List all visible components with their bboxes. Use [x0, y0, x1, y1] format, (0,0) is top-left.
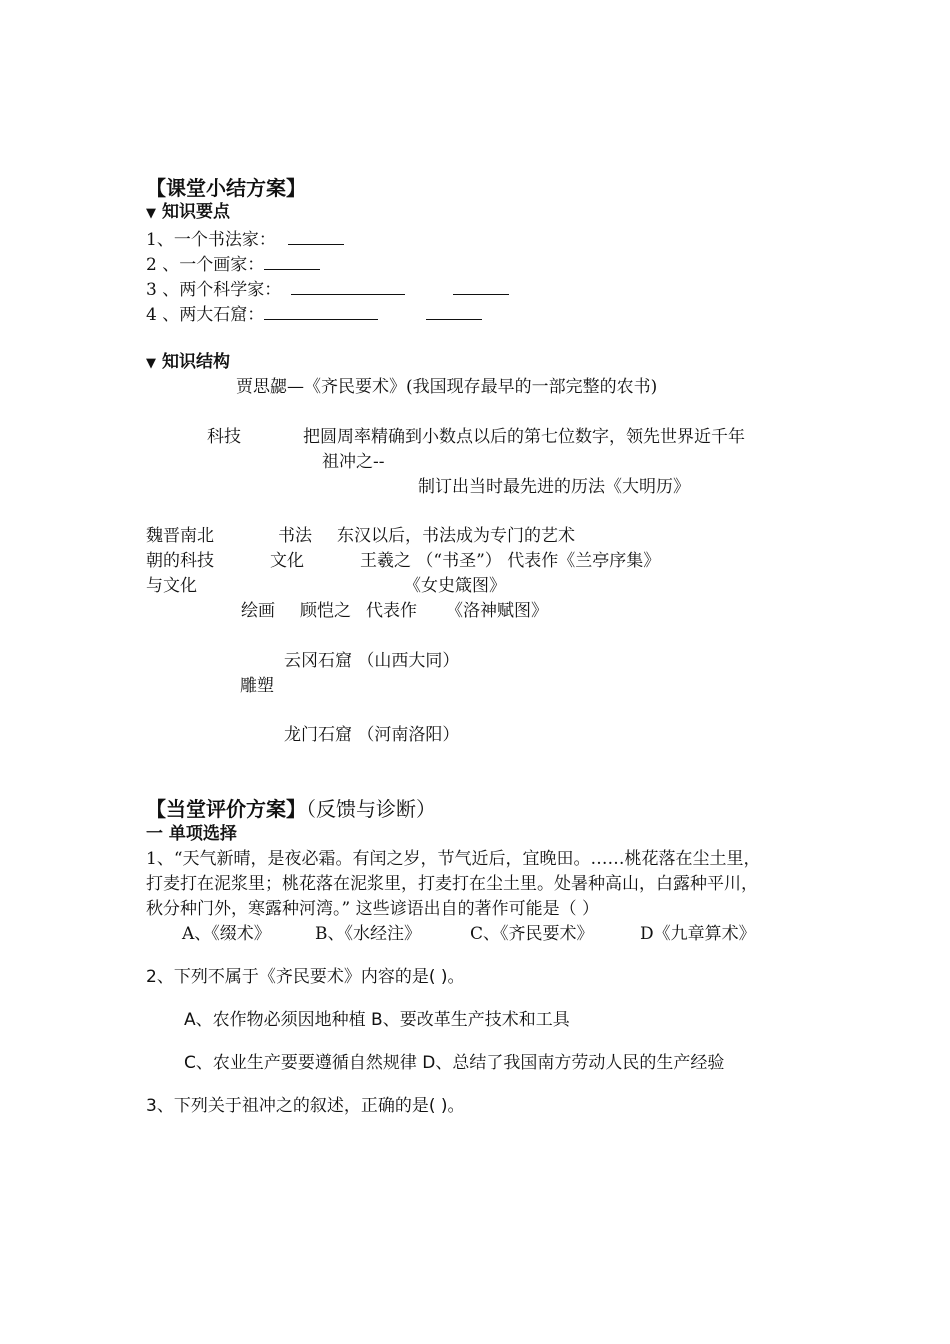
- q2-options-ab[interactable]: A、农作物必须因地种植 B、要改革生产技术和工具: [184, 1010, 570, 1030]
- question-2: 2、下列不属于《齐民要术》内容的是( )。: [146, 967, 465, 987]
- point-1-text: 1、一个书法家：: [146, 230, 276, 250]
- q2-options-cd[interactable]: C、农业生产要要遵循自然规律 D、总结了我国南方劳动人民的生产经验: [184, 1053, 725, 1073]
- answer-blank[interactable]: [453, 277, 509, 295]
- structure-longmen: 龙门石窟 （河南洛阳）: [284, 725, 460, 745]
- point-3: [146, 277, 509, 301]
- triangle-down-icon: ▼: [146, 356, 156, 371]
- structure-luoshen: 《洛神赋图》: [446, 601, 548, 621]
- structure-huihua: 绘画: [241, 601, 275, 621]
- point-1: [146, 227, 344, 251]
- evaluation-title-text: 【当堂评价方案】: [146, 797, 306, 821]
- q1-option-a[interactable]: A、《缀术》: [182, 924, 271, 944]
- structure-root-line3: 与文化: [146, 576, 197, 596]
- structure-shufa: 书法: [278, 526, 312, 546]
- structure-wangxizhi: 王羲之 （“书圣”） 代表作《兰亭序集》: [360, 551, 661, 571]
- section-heading: 一 单项选择: [146, 824, 237, 844]
- point-4-text: 4 、两大石窟：: [146, 305, 265, 325]
- structure-diaosu: 雕塑: [240, 676, 274, 696]
- question-1-line3: 秋分种门外，寒露种河湾。” 这些谚语出自的著作可能是（ ）: [146, 899, 599, 919]
- structure-jia-sixie: 贾思勰—《齐民要术》(我国现存最早的一部完整的农书): [236, 377, 658, 397]
- structure-root-line1: 魏晋南北: [146, 526, 214, 546]
- answer-blank[interactable]: [264, 252, 320, 270]
- answer-blank[interactable]: [288, 227, 344, 245]
- structure-root-line2: 朝的科技: [146, 551, 214, 571]
- structure-daibiaozuo: 代表作: [366, 601, 417, 621]
- point-2-text: 2 、一个画家：: [146, 255, 265, 275]
- q1-option-b[interactable]: B、《水经注》: [315, 924, 421, 944]
- evaluation-title: [146, 796, 436, 822]
- q1-option-d[interactable]: D《九章算术》: [640, 924, 756, 944]
- key-points-heading-text: 知识要点: [162, 202, 230, 222]
- question-1-line1: 1、“天气新晴，是夜必霜。有闰之岁，节气近后，宜晚田。……桃花落在尘土里，: [146, 849, 761, 869]
- answer-blank[interactable]: [291, 277, 405, 295]
- point-3-text: 3 、两个科学家：: [146, 280, 282, 300]
- structure-heading-text: 知识结构: [162, 352, 230, 372]
- point-4: [146, 302, 482, 326]
- structure-yungang: 云冈石窟 （山西大同）: [284, 651, 460, 671]
- structure-gukaizhi: 顾恺之: [300, 601, 351, 621]
- answer-blank[interactable]: [264, 302, 378, 320]
- structure-keji: 科技: [207, 427, 241, 447]
- summary-title: 【课堂小结方案】: [146, 176, 306, 200]
- structure-zu-calendar: 制订出当时最先进的历法《大明历》: [418, 477, 690, 497]
- structure-zu-name: 祖冲之--: [322, 452, 385, 472]
- triangle-down-icon: ▼: [146, 206, 156, 221]
- answer-blank[interactable]: [426, 302, 482, 320]
- q1-option-c[interactable]: C、《齐民要术》: [470, 924, 594, 944]
- structure-wenhua: 文化: [270, 551, 304, 571]
- question-1-line2: 打麦打在泥浆里；桃花落在泥浆里，打麦打在尘土里。处暑种高山，白露种平川，: [146, 874, 758, 894]
- structure-zu-pi: 把圆周率精确到小数点以后的第七位数字，领先世界近千年: [303, 427, 745, 447]
- point-2: [146, 252, 320, 276]
- question-3: 3、下列关于祖冲之的叙述，正确的是( )。: [146, 1096, 465, 1116]
- structure-shufa-desc: 东汉以后，书法成为专门的艺术: [337, 526, 575, 546]
- structure-nvshi: 《女史箴图》: [404, 576, 506, 596]
- structure-heading: [146, 351, 230, 375]
- key-points-heading: [146, 201, 230, 225]
- evaluation-subtitle: （反馈与诊断）: [306, 797, 436, 821]
